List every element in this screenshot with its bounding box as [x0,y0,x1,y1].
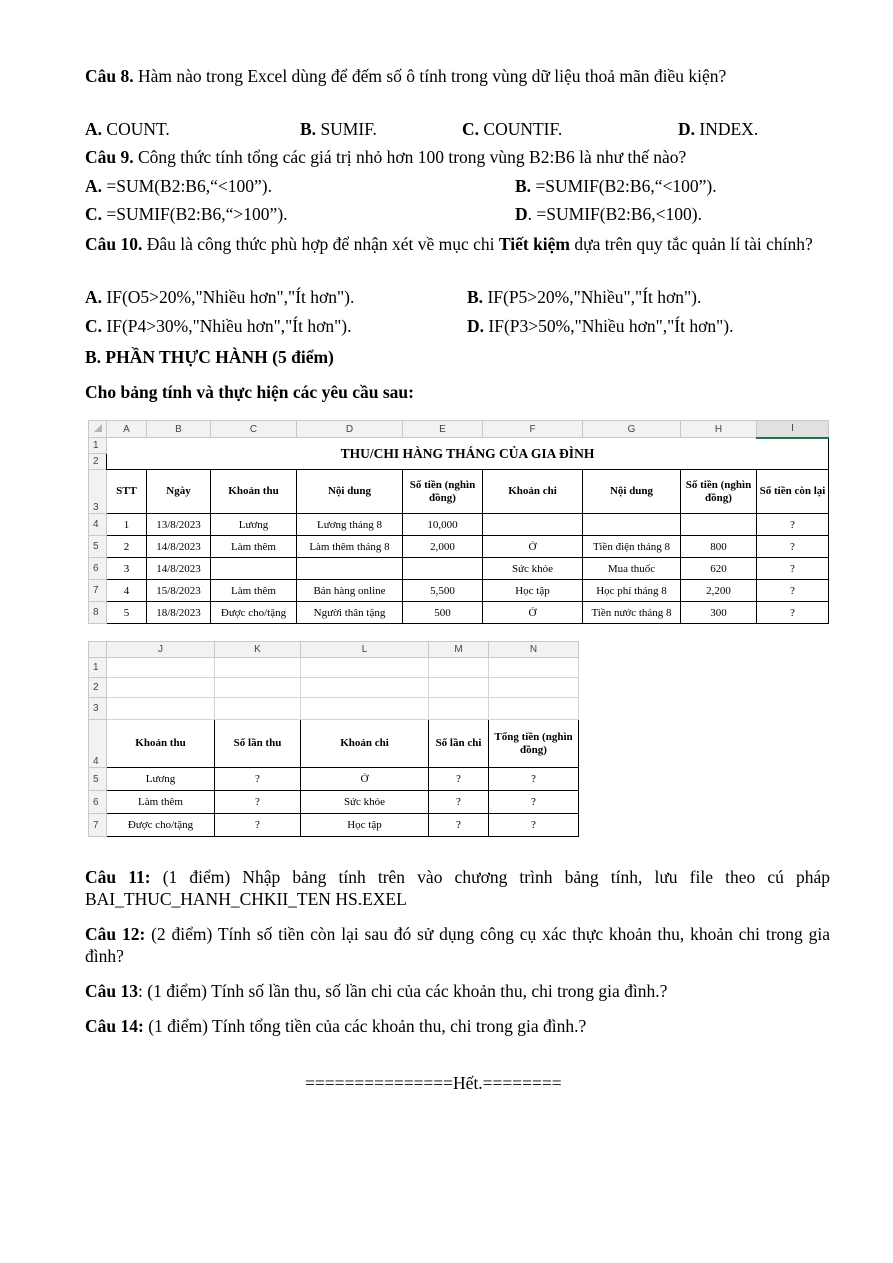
table-row [89,536,829,558]
cell[interactable]: 620 [681,558,757,580]
cell[interactable]: Người thân tặng [297,602,403,624]
cell[interactable]: 15/8/2023 [147,580,211,602]
cell[interactable]: ? [757,514,829,536]
q8-option-d: D. INDEX. [678,119,759,139]
question-9-text: Công thức tính tổng các giá trị nhỏ hơn 100 trong vùng B2:B6 là như thế nào? [133,147,687,167]
question-12-text: (2 điểm) Tính số tiền còn lại sau đó sử dụng công cụ xác thực khoản thu, khoản chi trong gia đình? [85,924,830,966]
row-header-6[interactable]: 6 [89,791,107,814]
header-so-tien-chi[interactable]: Số tiền (nghìn đồng) [681,470,757,514]
question-13 [85,980,830,1002]
cell[interactable]: ? [489,768,579,791]
cell[interactable]: 10,000 [403,514,483,536]
header-noi-dung-chi[interactable]: Nội dung [583,470,681,514]
cell[interactable]: Bán hàng online [297,580,403,602]
cell[interactable]: Tiền điện tháng 8 [583,536,681,558]
cell[interactable]: 300 [681,602,757,624]
question-9 [85,146,830,168]
cell[interactable]: Học tập [301,814,429,837]
table-row [89,768,579,791]
question-10: Câu 10. Đâu là công thức phù hợp để nhận xét về mục chi Tiết kiệm dựa trên quy tắc quản lí tài chính? [85,234,813,254]
row-header-7[interactable]: 7 [89,580,107,602]
cell[interactable]: Lương tháng 8 [297,514,403,536]
cell[interactable]: 4 [107,580,147,602]
cell[interactable]: 500 [403,602,483,624]
row-header-3[interactable]: 3 [89,698,107,720]
header-so-tien-con-lai[interactable]: Số tiền còn lại [757,470,829,514]
cell[interactable]: ? [757,536,829,558]
row-header-7[interactable]: 7 [89,814,107,837]
cell[interactable]: Ở [301,768,429,791]
sheet-title[interactable]: THU/CHI HÀNG THÁNG CỦA GIA ĐÌNH [107,438,829,470]
col-header-c[interactable]: C [211,421,297,438]
q8-option-a: A. COUNT. [85,119,170,139]
header-stt[interactable]: STT [107,470,147,514]
cell[interactable]: ? [757,602,829,624]
cell[interactable]: Sức khỏe [483,558,583,580]
row-header-5[interactable]: 5 [89,536,107,558]
row-header-4[interactable]: 4 [89,720,107,768]
cell[interactable]: ? [429,791,489,814]
cell[interactable]: Làm thêm [211,580,297,602]
q9-option-a: A. =SUM(B2:B6,“<100”). [85,176,272,196]
cell[interactable]: Làm thêm [211,536,297,558]
col-header-l[interactable]: L [301,642,429,658]
question-14 [85,1015,830,1037]
table-row [89,814,579,837]
row-header-1[interactable]: 1 [89,658,107,678]
cell[interactable] [583,514,681,536]
col-header-n[interactable]: N [489,642,579,658]
cell[interactable]: Sức khỏe [301,791,429,814]
cell[interactable] [403,558,483,580]
cell[interactable]: Làm thêm [107,791,215,814]
cell[interactable] [681,514,757,536]
header-so-tien-thu[interactable]: Số tiền (nghìn đồng) [403,470,483,514]
col-header-j[interactable]: J [107,642,215,658]
col-header-g[interactable]: G [583,421,681,438]
cell[interactable]: Làm thêm tháng 8 [297,536,403,558]
question-13-label: Câu 13 [85,981,138,1001]
row-header-5[interactable]: 5 [89,768,107,791]
header-so-lan-chi[interactable]: Số lần chi [429,720,489,768]
q9-option-c: C. =SUMIF(B2:B6,“>100”). [85,204,288,224]
cell[interactable]: ? [215,768,301,791]
cell[interactable] [483,514,583,536]
table-row [89,602,829,624]
cell[interactable]: 18/8/2023 [147,602,211,624]
table-row [89,514,829,536]
header-khoan-thu[interactable]: Khoản thu [211,470,297,514]
q9-option-d: D. =SUMIF(B2:B6,<100). [515,204,702,224]
question-12-label: Câu 12: [85,924,146,944]
col-header-b[interactable]: B [147,421,211,438]
col-header-h[interactable]: H [681,421,757,438]
question-10-label: Câu 10. [85,234,143,254]
header-ngay[interactable]: Ngày [147,470,211,514]
instruction: Cho bảng tính và thực hiện các yêu cầu sau: [85,382,414,402]
question-11-label: Câu 11: [85,867,151,887]
q10-option-c: C. IF(P4>30%,"Nhiều hơn","Ít hơn"). [85,316,352,336]
row-header-4[interactable]: 4 [89,514,107,536]
question-8-label: Câu 8. [85,66,134,86]
row-header-6[interactable]: 6 [89,558,107,580]
header-noi-dung-thu[interactable]: Nội dung [297,470,403,514]
q10-option-d: D. IF(P3>50%,"Nhiều hơn","Ít hơn"). [467,316,734,336]
q9-option-b: B. =SUMIF(B2:B6,“<100”). [515,176,717,196]
table-row [89,558,829,580]
question-14-label: Câu 14: [85,1016,144,1036]
q8-option-b: B. SUMIF. [300,119,377,139]
question-8 [85,65,830,87]
cell[interactable]: Ở [483,602,583,624]
cell[interactable]: 14/8/2023 [147,558,211,580]
cell[interactable]: 2,200 [681,580,757,602]
cell[interactable]: 800 [681,536,757,558]
question-12 [85,923,830,967]
question-14-text: (1 điểm) Tính tổng tiền của các khoản thu, chi trong gia đình.? [143,1016,587,1036]
q8-option-c: C. COUNTIF. [462,119,563,139]
col-header-k[interactable]: K [215,642,301,658]
end-mark: ===============Hết.======== [305,1073,562,1093]
cell[interactable]: Ở [483,536,583,558]
cell[interactable]: Được cho/tặng [107,814,215,837]
header-khoan-chi[interactable]: Khoản chi [301,720,429,768]
cell[interactable]: Tiền nước tháng 8 [583,602,681,624]
cell[interactable]: ? [429,814,489,837]
cell[interactable]: ? [489,791,579,814]
col-header-d[interactable]: D [297,421,403,438]
header-khoan-chi[interactable]: Khoản chi [483,470,583,514]
cell[interactable]: Lương [107,768,215,791]
header-khoan-thu[interactable]: Khoản thu [107,720,215,768]
spreadsheet-summary [88,641,579,837]
cell[interactable]: ? [429,768,489,791]
cell[interactable]: Được cho/tặng [211,602,297,624]
col-header-f[interactable]: F [483,421,583,438]
cell[interactable]: Lương [211,514,297,536]
row-header-2[interactable]: 2 [89,454,107,470]
col-header-a[interactable]: A [107,421,147,438]
header-so-lan-thu[interactable]: Số lần thu [215,720,301,768]
cell[interactable]: 2 [107,536,147,558]
cell[interactable]: Học phí tháng 8 [583,580,681,602]
cell[interactable]: 5 [107,602,147,624]
cell[interactable]: ? [489,814,579,837]
q10-option-b: B. IF(P5>20%,"Nhiều","Ít hơn"). [467,287,702,307]
row-header-1[interactable]: 1 [89,438,107,454]
cell[interactable]: 1 [107,514,147,536]
cell[interactable]: 3 [107,558,147,580]
header-tong-tien[interactable]: Tổng tiền (nghìn đồng) [489,720,579,768]
cell[interactable]: 2,000 [403,536,483,558]
col-header-i[interactable]: I [757,421,829,438]
question-8-text: Hàm nào trong Excel dùng để đếm số ô tính trong vùng dữ liệu thoả mãn điều kiện? [133,66,727,86]
row-header-2[interactable]: 2 [89,678,107,698]
cell[interactable]: ? [757,580,829,602]
table-row [89,791,579,814]
cell[interactable]: Mua thuốc [583,558,681,580]
cell[interactable] [297,558,403,580]
row-header-3[interactable]: 3 [89,470,107,514]
cell[interactable]: 14/8/2023 [147,536,211,558]
table-row [89,580,829,602]
select-all-corner[interactable] [89,421,107,438]
cell[interactable]: ? [215,791,301,814]
q10-option-a: A. IF(O5>20%,"Nhiều hơn","Ít hơn"). [85,287,355,307]
question-13-text: : (1 điểm) Tính số lần thu, số lần chi của các khoản thu, chi trong gia đình.? [138,981,668,1001]
cell[interactable] [211,558,297,580]
bold-word: Tiết kiệm [498,234,571,254]
row-header-8[interactable]: 8 [89,602,107,624]
select-all-corner[interactable] [89,642,107,658]
question-9-label: Câu 9. [85,147,134,167]
col-header-e[interactable]: E [403,421,483,438]
cell[interactable]: ? [757,558,829,580]
cell[interactable]: Học tập [483,580,583,602]
cell[interactable]: ? [215,814,301,837]
question-11 [85,866,830,910]
col-header-m[interactable]: M [429,642,489,658]
question-11-text: (1 điểm) Nhập bảng tính trên vào chương trình bảng tính, lưu file theo cú pháp BAI_THUC_HANH_CHKII_TEN HS.EXEL [85,867,830,909]
spreadsheet-main [88,420,829,624]
section-b-heading: B. PHẦN THỰC HÀNH (5 điểm) [85,347,334,367]
cell[interactable]: 13/8/2023 [147,514,211,536]
cell[interactable]: 5,500 [403,580,483,602]
